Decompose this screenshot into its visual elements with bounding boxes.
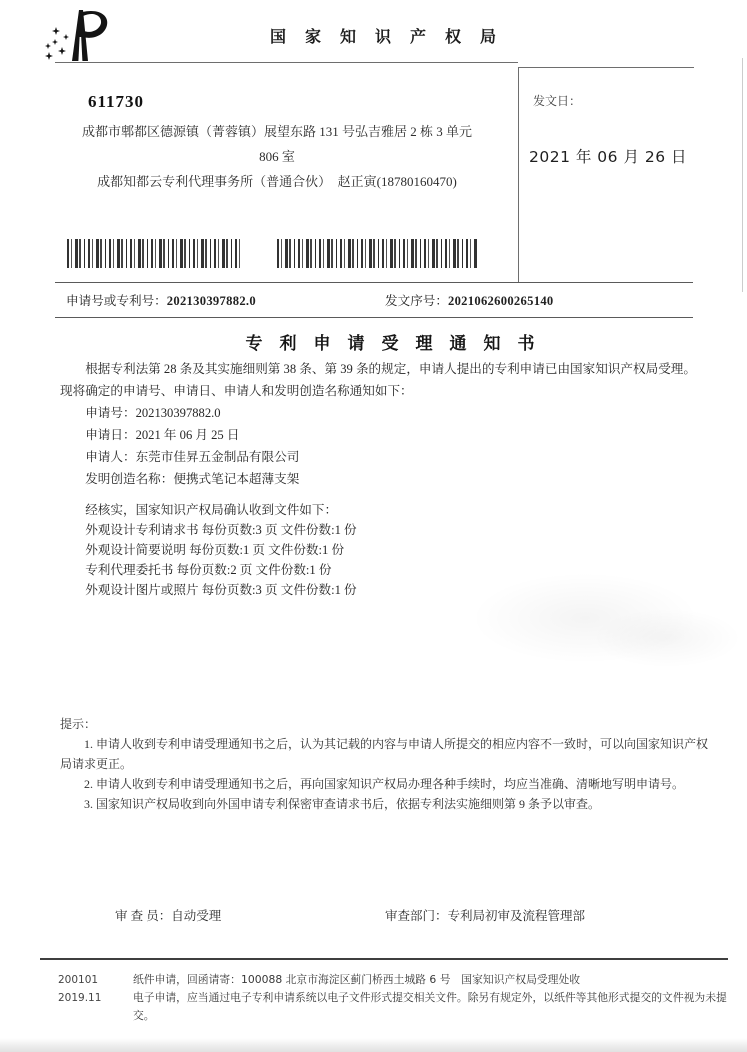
cnipa-logo-icon — [42, 7, 124, 63]
received-document-item: 专利代理委托书 每份页数:2 页 文件份数:1 份 — [85, 563, 332, 577]
dispatch-date-box — [518, 67, 694, 282]
recipient-agency-line: 成都知都云专利代理事务所（普通合伙） 赵正寅(18780160470) — [97, 174, 457, 189]
dispatch-serial-value: 2021062600265140 — [447, 294, 554, 308]
field-filing-date — [60, 424, 700, 446]
form-code-block — [58, 971, 101, 1007]
examiner-value: 自动受理 — [171, 909, 222, 923]
tips-heading: 提示： — [60, 717, 97, 731]
footer-paper-instruction: 纸件申请，回函请寄：100088 北京市海淀区蓟门桥西土城路 6 号 国家知识产权局受理处收 — [133, 973, 581, 986]
footer-instructions — [133, 971, 729, 1025]
field-application-number — [60, 402, 700, 424]
divider-above-reference — [55, 282, 693, 283]
field-label: 发明创造名称： — [85, 472, 174, 486]
field-label: 申请号： — [85, 406, 136, 420]
divider-below-reference — [55, 317, 693, 318]
application-number-group — [66, 290, 256, 309]
recipient-address-block — [58, 119, 496, 194]
field-label: 申请人： — [85, 450, 136, 464]
form-code: 200101 — [58, 974, 99, 986]
dispatch-serial-group — [385, 290, 554, 309]
recipient-postal-code: 611730 — [88, 92, 145, 111]
dispatch-serial-label: 发文序号： — [385, 294, 448, 308]
header-divider — [55, 62, 518, 63]
received-intro: 经核实，国家知识产权局确认收到文件如下： — [85, 503, 338, 517]
notice-title: 专利申请受理通知书 — [245, 334, 552, 353]
received-document-item: 外观设计图片或照片 每份页数:3 页 文件份数:1 份 — [85, 583, 357, 597]
scan-bottom-shadow — [0, 1038, 747, 1052]
notice-body — [60, 358, 700, 490]
received-document-item: 外观设计专利请求书 每份页数:3 页 文件份数:1 份 — [85, 523, 357, 537]
field-value: 2021 年 06 月 25 日 — [135, 428, 240, 442]
examiner-group — [115, 906, 221, 924]
field-value: 东莞市佳昇五金制品有限公司 — [135, 450, 300, 464]
received-document-item: 外观设计简要说明 每份页数:1 页 文件份数:1 份 — [85, 543, 345, 557]
form-revision-date: 2019.11 — [58, 992, 102, 1004]
field-value: 202130397882.0 — [135, 406, 221, 420]
recipient-address-line1: 成都市郫都区德源镇（菁蓉镇）展望东路 131 号弘吉雅居 2 栋 3 单元 — [81, 124, 472, 139]
footer-divider — [40, 958, 728, 960]
tip-item: 2. 申请人收到专利申请受理通知书之后，再向国家知识产权局办理各种手续时，均应当准确、清晰地写明申请号。 — [84, 777, 685, 791]
scan-page-edge — [742, 58, 743, 292]
dispatch-date-value: 2021 年 06 月 26 日 — [529, 148, 688, 166]
field-value: 便携式笔记本超薄支架 — [173, 472, 300, 486]
scan-smudge — [592, 608, 742, 668]
department-label: 审查部门： — [385, 909, 448, 923]
recipient-address-line2: 806 室 — [259, 149, 295, 164]
examiner-label: 审 查 员： — [115, 909, 172, 923]
barcode-left — [67, 239, 240, 268]
department-value: 专利局初审及流程管理部 — [447, 909, 586, 923]
application-number-value: 202130397882.0 — [166, 294, 256, 308]
issuing-authority-title: 国家知识产权局 — [270, 29, 516, 46]
notice-intro-paragraph: 根据专利法第 28 条及其实施细则第 38 条、第 39 条的规定，申请人提出的专利申请已由国家知识产权局受理。现将确定的申请号、申请日、申请人和发明创造名称通知如下： — [60, 362, 696, 398]
tips-list — [60, 734, 710, 814]
department-group — [385, 906, 585, 924]
application-number-label: 申请号或专利号： — [66, 294, 167, 308]
field-invention-title — [60, 468, 700, 490]
footer-electronic-instruction: 电子申请，应当通过电子专利申请系统以电子文件形式提交相关文件。除另有规定外，以纸件等其他形式提交的文件视为未提交。 — [133, 991, 727, 1022]
barcode-right — [277, 239, 478, 268]
tip-item: 1. 申请人收到专利申请受理通知书之后，认为其记载的内容与申请人所提交的相应内容不一致时，可以向国家知识产权局请求更正。 — [60, 737, 709, 771]
field-label: 申请日： — [85, 428, 136, 442]
dispatch-date-label: 发文日： — [533, 94, 582, 108]
tips-section — [60, 714, 710, 814]
field-applicant — [60, 446, 700, 468]
tip-item: 3. 国家知识产权局收到向外国申请专利保密审查请求书后，依据专利法实施细则第 9 条予以审查。 — [84, 797, 601, 811]
